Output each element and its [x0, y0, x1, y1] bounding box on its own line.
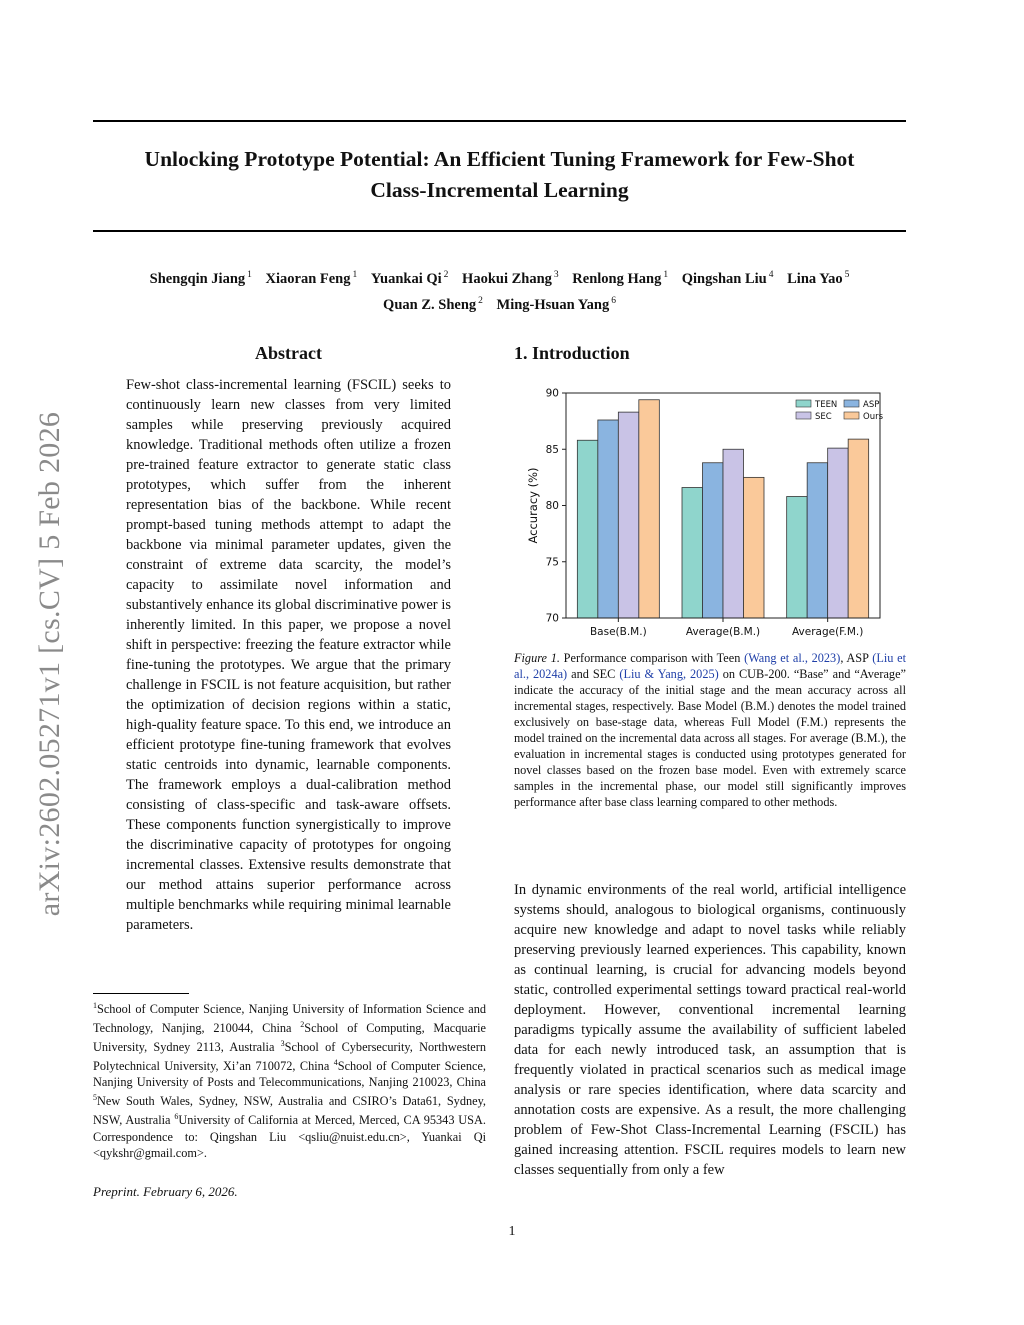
x-tick-label: Base(B.M.): [589, 626, 647, 638]
bar-sec-2: [828, 448, 849, 618]
bar-teen-2: [787, 497, 808, 619]
footnote-rule: [93, 993, 189, 994]
bar-teen-1: [682, 488, 703, 619]
legend-label-sec: SEC: [815, 412, 832, 422]
bar-sec-1: [723, 449, 744, 618]
bar-sec-0: [618, 412, 639, 618]
y-tick-label: 90: [545, 387, 559, 400]
legend-label-teen: TEEN: [815, 400, 838, 410]
legend-swatch-teen: [796, 400, 811, 407]
abstract-heading: Abstract: [255, 343, 322, 363]
bar-teen-0: [577, 440, 598, 618]
figure-label: Figure 1.: [514, 651, 560, 665]
citation-link[interactable]: (Liu & Yang, 2025): [619, 667, 719, 681]
title-line-2: Class-Incremental Learning: [370, 178, 629, 202]
page-number: 1: [508, 1224, 516, 1239]
bar-asp-0: [598, 420, 619, 618]
y-tick-label: 80: [545, 500, 559, 512]
title-top-rule: [93, 120, 906, 122]
x-tick-label: Average(B.M.): [685, 626, 761, 638]
author-line-1: [93, 264, 906, 290]
legend-label-asp: ASP: [863, 400, 880, 410]
legend-swatch-sec: [796, 412, 811, 419]
author: Renlong Hang $^1$: [572, 270, 669, 287]
legend-swatch-ours: [844, 412, 859, 419]
bar-ours-2: [848, 439, 869, 618]
abstract-text: Few-shot class-incremental learning (FSCIL) seeks to continuously learn new classes from very limited samples while preserving previously acquired knowledge. Traditional methods often utilize a frozen pre-trained feature extractor to generate static class prototypes, which suffer from the inherent representation bias of the backbone. While recent prompt-based tuning methods attempt to adapt the backbone via minimal parameter updates, given the constraint of extreme data scarcity, the model’s capacity to assimilate novel information and substantively enhance its global discriminative power is inherently limited. In this paper, we propose a novel shift in perspective: freezing the feature extractor while fine-tuning the prototypes. We argue that the primary challenge in FSCIL is not feature acquisition, but rather the optimization of decision regions within a static, high-quality feature space. To this end, we introduce an efficient prototype fine-tuning framework that evolves static centroids into dynamic, learnable components. The framework employs a dual-calibration method consisting of class-specific and task-aware offsets. These components function synergistically to improve the discriminative capacity of prototypes for ongoing incremental classes. Extensive results demonstrate that our method attains superior performance across multiple benchmarks while requiring minimal learnable parameters.: [126, 377, 451, 933]
x-tick-label: Average(F.M.): [791, 626, 864, 638]
accuracy-bar-chart: [514, 383, 906, 643]
author: Haokui Zhang $^3$: [462, 270, 559, 287]
affiliation-footnote: $^1$School of Computer Science, Nanjing University of Information Science and Technology, Nanjing, 210044, China $^2$School of Computing, Macquarie University, Sydney 2113, Australia $^3$School of Cybersecurity, Northwestern Polytechnical University, Xi’an 710072, China $^4$School of Computer Science, Nanjing University of Posts and Telecommunications, Nanjing 210023, China $^5$New South Wales, Sydney, NSW, Australia and CSIRO’s Data61, Sydney, NSW, Australia $^6$University of California at Merced, Merced, CA 95343 USA. Correspondence to: Qingshan Liu <qsliu@nuist.edu.cn>, Yuankai Qi <qykshr@gmail.com>.: [93, 1001, 486, 1160]
author: Xiaoran Feng $^1$: [265, 270, 358, 287]
citation-link[interactable]: (Wang et al., 2023): [744, 651, 841, 665]
bar-ours-0: [639, 400, 660, 618]
introduction-heading: 1. Introduction: [514, 343, 630, 363]
author: Lina Yao $^5$: [787, 270, 850, 287]
author: Quan Z. Sheng $^2$: [383, 295, 483, 313]
author-list: [93, 264, 906, 316]
legend-swatch-asp: [844, 400, 859, 407]
legend-label-ours: Ours: [863, 412, 884, 422]
bar-ours-1: [744, 477, 765, 618]
y-tick-label: 75: [545, 556, 559, 569]
author: Shengqin Jiang $^1$: [149, 270, 252, 287]
bar-asp-1: [703, 463, 724, 618]
y-tick-label: 70: [545, 612, 559, 625]
figure-caption: Figure 1. Performance comparison with Teen (Wang et al., 2023), ASP (Liu et al., 2024a) and SEC (Liu & Yang, 2025) on CUB-200. “Base” and “Average” indicate the accuracy of the initial stage and the mean accuracy across all incremental stages, respectively. Base Model (B.M.) denotes the model trained exclusively on base-stage data, whereas Full Model (F.M.) represents the model trained on the incremental data across all stages. For average (B.M.), the evaluation in incremental stages is conducted using prototypes generated for novel classes based on the frozen base model. Even with extremely scarce samples in the incremental phase, our model still significantly improves performance after base class learning compared to other methods.: [514, 651, 907, 809]
author: Yuankai Qi $^2$: [370, 270, 449, 287]
author-line-2: [93, 290, 906, 316]
introduction-text: In dynamic environments of the real world, artificial intelligence systems should, analogous to biological organisms, continuously acquire new knowledge and adapt to novel tasks while reliably preserving previously learned experiences. This capability, known as continual learning, is crucial for advancing models beyond static, controlled experimental settings toward practical real-world deployment. However, conventional incremental learning paradigms typically assume the availability of sufficient labeled data for each newly introduced task, an assumption that is frequently violated in practical scenarios such as medical image analysis or rare species identification, where data scarcity and annotation costs are expensive. As a result, the more challenging problem of Few-Shot Class-Incremental Learning (FSCIL) has gained increasing attention. FSCIL requires models to learn new classes sequentially from only a few: [514, 882, 906, 1178]
title-bottom-rule: [93, 230, 906, 232]
author: Qingshan Liu $^4$: [681, 270, 774, 287]
y-tick-label: 85: [545, 443, 559, 456]
y-axis-label: Accuracy (%): [526, 467, 540, 544]
title-line-1: Unlocking Prototype Potential: An Efficient Tuning Framework for Few-Shot: [144, 147, 855, 171]
preprint-note: Preprint. February 6, 2026.: [93, 1184, 238, 1199]
citation-link[interactable]: (Liu et al., 2024a): [514, 651, 907, 681]
author: Ming-Hsuan Yang $^6$: [496, 295, 616, 313]
bar-asp-2: [807, 463, 828, 618]
paper-title: [93, 144, 906, 206]
arxiv-identifier: arXiv:2602.05271v1 [cs.CV] 5 Feb 2026: [33, 411, 66, 917]
